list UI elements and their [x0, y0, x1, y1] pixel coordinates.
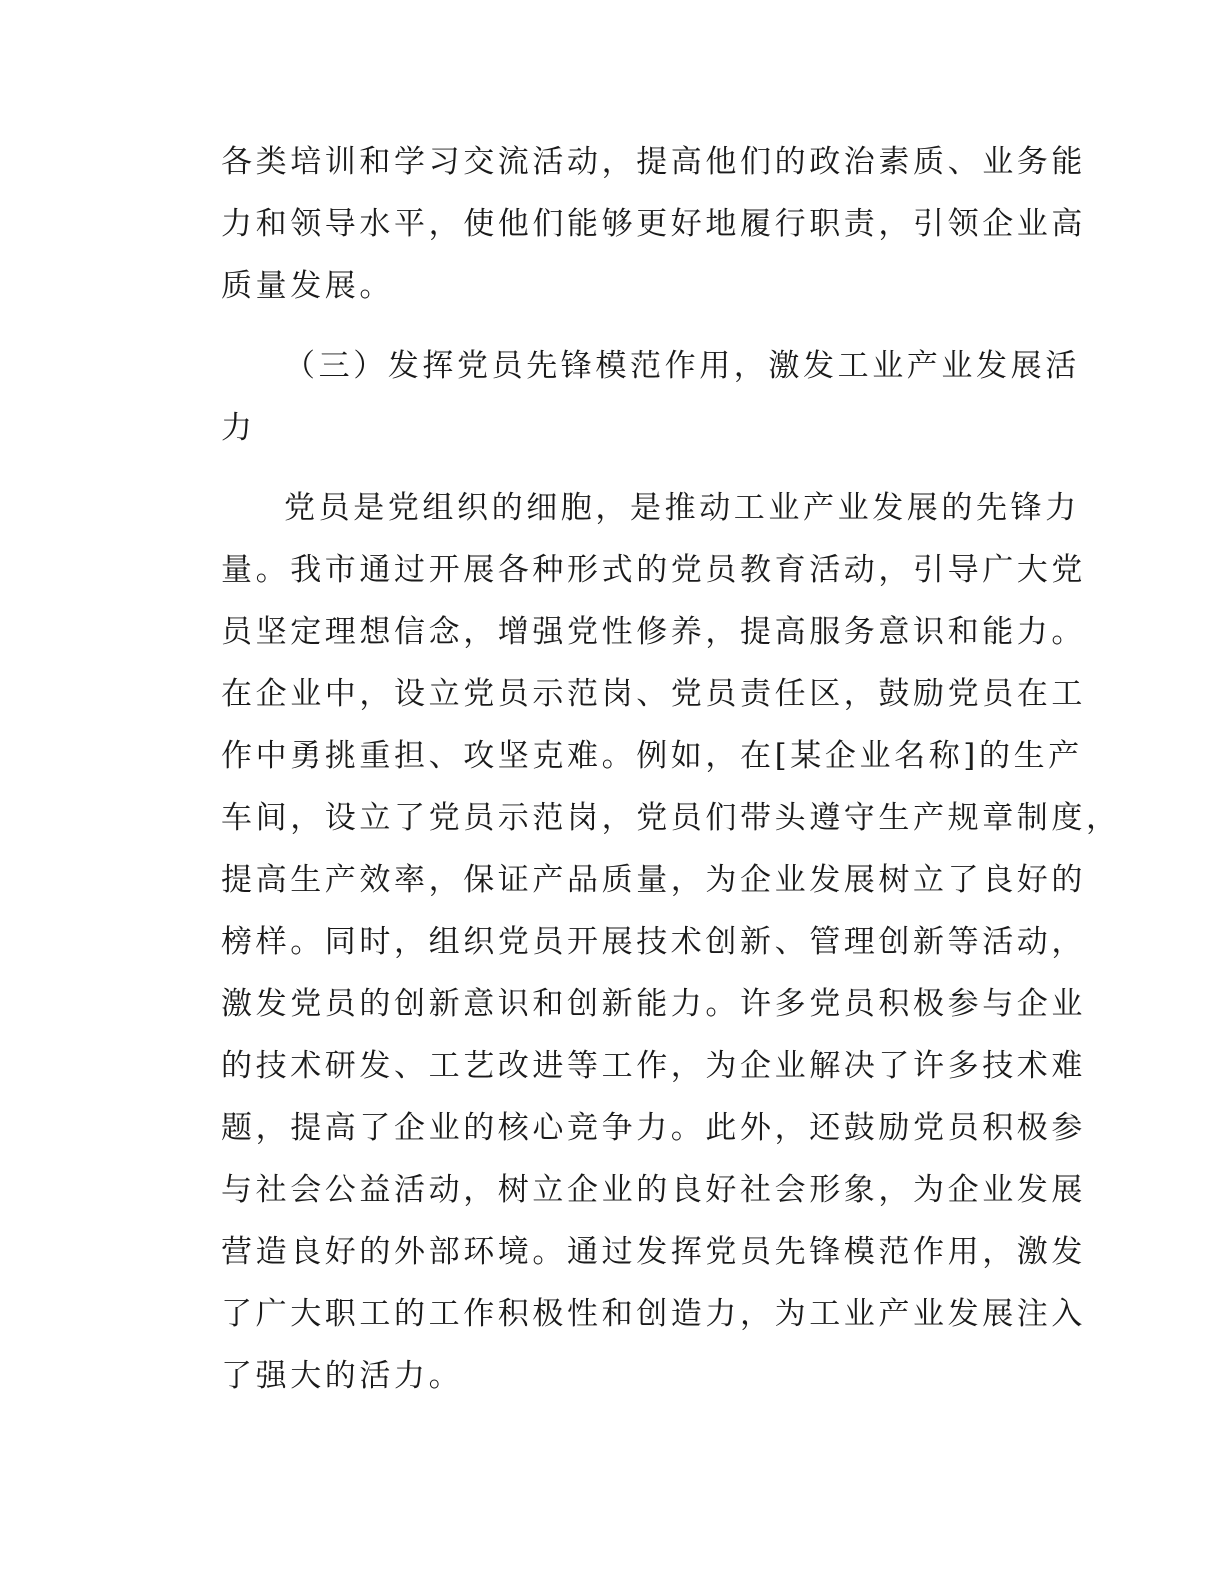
paragraph-line: 量。我市通过开展各种形式的党员教育活动，引导广大党	[221, 552, 1086, 588]
paragraph-line: 员坚定理想信念，增强党性修养，提高服务意识和能力。	[221, 614, 1086, 650]
section-heading: （三）发挥党员先锋模范作用，激发工业产业发展活	[284, 348, 1080, 384]
paragraph-line: 激发党员的创新意识和创新能力。许多党员积极参与企业	[221, 986, 1086, 1022]
paragraph-line: 力和领导水平，使他们能够更好地履行职责，引领企业高	[221, 206, 1086, 242]
paragraph-line: 作中勇挑重担、攻坚克难。例如，在[某企业名称]的生产	[221, 738, 1083, 774]
paragraph-line: 题，提高了企业的核心竞争力。此外，还鼓励党员积极参	[221, 1110, 1086, 1146]
paragraph-line: 榜样。同时，组织党员开展技术创新、管理创新等活动，	[221, 924, 1086, 960]
section-heading: 力	[221, 410, 256, 446]
paragraph-line: 党员是党组织的细胞，是推动工业产业发展的先锋力	[284, 490, 1080, 526]
paragraph-line: 与社会公益活动，树立企业的良好社会形象，为企业发展	[221, 1172, 1086, 1208]
paragraph-line: 了广大职工的工作积极性和创造力，为工业产业发展注入	[221, 1296, 1086, 1332]
paragraph-line: 的技术研发、工艺改进等工作，为企业解决了许多技术难	[221, 1048, 1086, 1084]
paragraph-line: 提高生产效率，保证产品质量，为企业发展树立了良好的	[221, 862, 1086, 898]
paragraph-line: 各类培训和学习交流活动，提高他们的政治素质、业务能	[221, 144, 1086, 180]
paragraph-line: 营造良好的外部环境。通过发挥党员先锋模范作用，激发	[221, 1234, 1086, 1270]
paragraph-line: 了强大的活力。	[221, 1358, 464, 1394]
paragraph-line: 车间，设立了党员示范岗，党员们带头遵守生产规章制度，	[221, 800, 1121, 836]
paragraph-line: 在企业中，设立党员示范岗、党员责任区，鼓励党员在工	[221, 676, 1086, 712]
paragraph-line: 质量发展。	[221, 268, 394, 304]
